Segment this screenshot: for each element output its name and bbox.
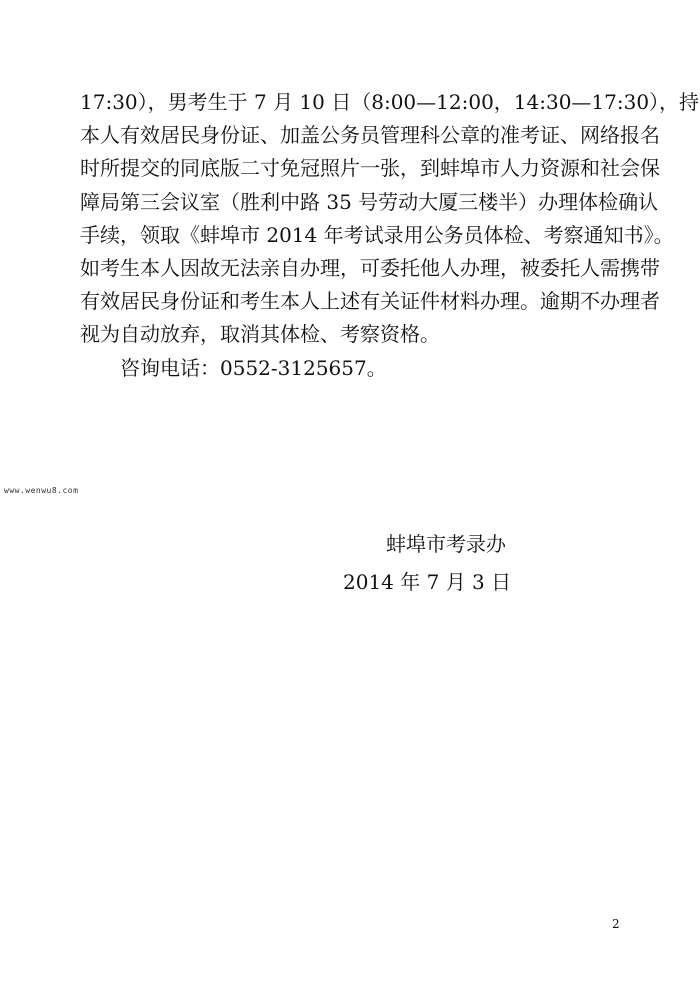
issue-date: 2014 年 7 月 3 日	[343, 570, 512, 594]
body-line-8: 视为自动放弃，取消其体检、考察资格。	[80, 322, 440, 347]
body-line-6: 如考生本人因故无法亲自办理，可委托他人办理，被委托人需携带	[80, 255, 660, 280]
page-number: 2	[612, 917, 620, 931]
watermark-text: www.wenwu8.com	[4, 486, 79, 495]
contact-phone: 咨询电话：0552-3125657。	[120, 355, 387, 380]
body-paragraph	[80, 86, 700, 385]
issuer-signature: 蚌埠市考录办	[386, 532, 506, 556]
body-line-3: 时所提交的同底版二寸免冠照片一张，到蚌埠市人力资源和社会保	[80, 156, 660, 181]
body-line-7: 有效居民身份证和考生本人上述有关证件材料办理。逾期不办理者	[80, 289, 660, 314]
body-line-5: 手续，领取《蚌埠市 2014 年考试录用公务员体检、考察通知书》。	[80, 222, 674, 247]
body-line-2: 本人有效居民身份证、加盖公务员管理科公章的准考证、网络报名	[80, 123, 660, 148]
body-line-1: 17:30），男考生于 7 月 10 日（8:00—12:00，14:30—17:30），持	[80, 90, 700, 114]
body-line-4: 障局第三会议室（胜利中路 35 号劳动大厦三楼半）办理体检确认	[80, 189, 659, 214]
